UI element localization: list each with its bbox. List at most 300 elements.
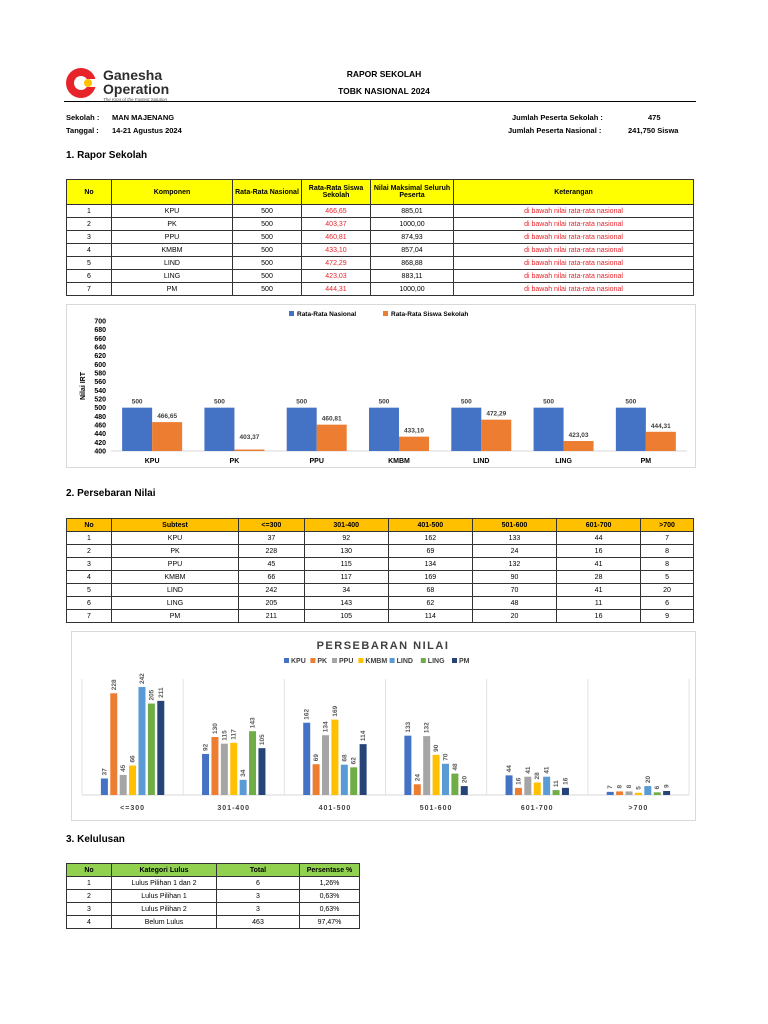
- data-label: 62: [350, 757, 358, 765]
- table-row: [67, 890, 360, 903]
- table-cell: 4: [67, 571, 112, 584]
- col-header: Rata-Rata Siswa Sekolah: [302, 180, 371, 205]
- bar: [654, 792, 661, 795]
- table-cell: 1: [67, 877, 112, 890]
- table-cell: 211: [239, 610, 305, 623]
- table-cell: 68: [388, 584, 472, 597]
- y-tick-label: 540: [94, 387, 106, 395]
- x-tick-label: 601-700: [520, 805, 554, 812]
- table-cell: 7: [67, 283, 112, 296]
- table-cell: 403,37: [302, 218, 371, 231]
- data-label: 205: [148, 689, 156, 701]
- y-tick-label: 700: [94, 318, 106, 326]
- bar: [230, 743, 237, 795]
- data-label: 500: [378, 398, 390, 406]
- table-cell: 6: [67, 597, 112, 610]
- bar: [101, 778, 108, 795]
- table-cell: 433,10: [302, 244, 371, 257]
- table-cell: 466,65: [302, 205, 371, 218]
- bar: [635, 793, 642, 795]
- x-tick-label: <=300: [120, 805, 146, 812]
- table-cell: LING: [112, 270, 233, 283]
- table-cell: 460,81: [302, 231, 371, 244]
- table-cell: 133: [472, 532, 556, 545]
- logo-tagline: The King of the Fastest Solution: [103, 97, 168, 102]
- data-label: 105: [258, 734, 266, 746]
- data-label: 44: [506, 765, 514, 773]
- bar: [626, 791, 633, 795]
- data-label: 211: [157, 687, 165, 698]
- table-cell: 2: [67, 890, 112, 903]
- table-cell: 105: [304, 610, 388, 623]
- table-cell: 114: [388, 610, 472, 623]
- company-logo: [64, 64, 174, 104]
- table-cell: LING: [112, 597, 239, 610]
- data-label: 45: [120, 764, 128, 772]
- legend-swatch: [452, 658, 457, 663]
- col-header: 501-600: [472, 519, 556, 532]
- logo-line1: Ganesha: [103, 67, 163, 83]
- data-label: 500: [625, 398, 637, 406]
- table-cell: 143: [304, 597, 388, 610]
- table-row: [67, 532, 694, 545]
- legend-label: PM: [459, 658, 470, 665]
- rapor-chart-svg: [67, 305, 695, 467]
- table-cell: 66: [239, 571, 305, 584]
- bar: [414, 784, 421, 795]
- y-tick-label: 400: [94, 448, 106, 456]
- table-cell: 117: [304, 571, 388, 584]
- col-header: 301-400: [304, 519, 388, 532]
- bar: [129, 766, 136, 795]
- data-label: 133: [404, 721, 412, 733]
- x-tick-label: LIND: [473, 458, 490, 465]
- table-cell: PM: [112, 610, 239, 623]
- test-date: 14-21 Agustus 2024: [112, 126, 182, 135]
- bar: [138, 687, 145, 795]
- data-label: 444,31: [650, 422, 671, 430]
- bar: [543, 777, 550, 795]
- header-divider: [64, 101, 696, 102]
- y-axis-label: Nilai IRT: [80, 371, 87, 401]
- bar: [202, 754, 209, 795]
- table-cell: 6: [217, 877, 300, 890]
- data-label: 500: [131, 398, 143, 406]
- bar: [258, 748, 265, 795]
- y-tick-label: 580: [94, 370, 106, 378]
- table-row: [67, 610, 694, 623]
- legend-swatch: [421, 658, 426, 663]
- y-tick-label: 480: [94, 413, 106, 421]
- col-header: No: [67, 864, 112, 877]
- table-cell: 8: [641, 558, 694, 571]
- data-label: 11: [553, 780, 561, 788]
- table-cell: PM: [112, 283, 233, 296]
- table-cell: di bawah nilai rata-rata nasional: [454, 218, 694, 231]
- table-cell: 34: [304, 584, 388, 597]
- bar: [287, 408, 317, 451]
- table-cell: 868,88: [371, 257, 454, 270]
- legend-label: KMBM: [365, 658, 388, 665]
- y-tick-label: 460: [94, 422, 106, 430]
- table-row: [67, 877, 360, 890]
- table-cell: di bawah nilai rata-rata nasional: [454, 244, 694, 257]
- table-cell: 1000,00: [371, 283, 454, 296]
- table-cell: 2: [67, 545, 112, 558]
- bar: [644, 786, 651, 795]
- table-cell: 1,26%: [300, 877, 360, 890]
- school-name: MAN MAJENANG: [112, 113, 175, 122]
- date-label: Tanggal :: [66, 126, 99, 135]
- table-cell: di bawah nilai rata-rata nasional: [454, 231, 694, 244]
- table-cell: LIND: [112, 257, 233, 270]
- table-cell: 2: [67, 218, 112, 231]
- table-cell: 130: [304, 545, 388, 558]
- col-header: No: [67, 180, 112, 205]
- table-cell: 70: [472, 584, 556, 597]
- table-cell: LIND: [112, 584, 239, 597]
- table-cell: 6: [641, 597, 694, 610]
- bar: [122, 408, 152, 451]
- legend-swatch: [310, 658, 315, 663]
- table-cell: 45: [239, 558, 305, 571]
- bar: [646, 432, 676, 451]
- bar: [534, 783, 541, 795]
- bar: [120, 775, 127, 795]
- table-cell: 5: [67, 257, 112, 270]
- data-label: 5: [635, 786, 643, 790]
- table-cell: 37: [239, 532, 305, 545]
- x-tick-label: PM: [640, 458, 652, 465]
- bar: [369, 408, 399, 451]
- table-cell: 169: [388, 571, 472, 584]
- x-tick-label: KMBM: [388, 458, 410, 465]
- table-cell: 7: [641, 532, 694, 545]
- bar: [240, 780, 247, 795]
- data-label: 134: [322, 721, 330, 733]
- table-cell: 500: [233, 283, 302, 296]
- bar: [148, 704, 155, 795]
- bar: [404, 736, 411, 795]
- y-tick-label: 620: [94, 353, 106, 361]
- table-cell: 20: [641, 584, 694, 597]
- bar: [152, 422, 182, 451]
- col-header: No: [67, 519, 112, 532]
- table-cell: di bawah nilai rata-rata nasional: [454, 257, 694, 270]
- col-header: Total: [217, 864, 300, 877]
- participants-school-label: Jumlah Peserta Sekolah :: [512, 113, 603, 122]
- bar: [616, 791, 623, 795]
- legend-swatch: [284, 658, 289, 663]
- data-label: 228: [110, 679, 118, 691]
- table-row: [67, 903, 360, 916]
- table-cell: 7: [67, 610, 112, 623]
- table-row: [67, 283, 694, 296]
- bar: [204, 408, 234, 451]
- table-cell: KMBM: [112, 571, 239, 584]
- participants-school: 475: [648, 113, 661, 122]
- data-label: 8: [616, 784, 624, 789]
- legend-label: KPU: [291, 658, 306, 665]
- bar: [524, 777, 531, 795]
- bar: [433, 755, 440, 795]
- bar: [350, 767, 357, 795]
- col-header: Komponen: [112, 180, 233, 205]
- bar: [399, 437, 429, 451]
- table-row: [67, 916, 360, 929]
- table-cell: 48: [472, 597, 556, 610]
- table-cell: 885,01: [371, 205, 454, 218]
- data-label: 41: [543, 766, 551, 774]
- bar: [515, 788, 522, 795]
- data-label: 460,81: [321, 415, 342, 423]
- table-cell: 500: [233, 257, 302, 270]
- bar: [331, 720, 338, 795]
- col-header: 401-500: [388, 519, 472, 532]
- bar: [303, 723, 310, 795]
- data-label: 34: [240, 769, 248, 777]
- table-cell: 0,63%: [300, 903, 360, 916]
- graduation-table: [66, 863, 360, 929]
- table-cell: 1: [67, 205, 112, 218]
- data-label: 6: [654, 785, 662, 790]
- y-tick-label: 500: [94, 405, 106, 413]
- section3-title: 3. Kelulusan: [66, 834, 125, 845]
- data-label: 500: [460, 398, 472, 406]
- table-cell: 3: [67, 903, 112, 916]
- table-cell: KPU: [112, 205, 233, 218]
- table-cell: 97,47%: [300, 916, 360, 929]
- participants-national: 241,750 Siswa: [628, 126, 679, 135]
- table-cell: 500: [233, 218, 302, 231]
- table-cell: 24: [472, 545, 556, 558]
- table-row: [67, 244, 694, 257]
- logo-text: [103, 68, 169, 96]
- y-tick-label: 440: [94, 431, 106, 439]
- legend-swatch: [332, 658, 337, 663]
- section1-title: 1. Rapor Sekolah: [66, 150, 148, 161]
- table-cell: 3: [217, 890, 300, 903]
- distribution-chart: [71, 631, 696, 821]
- data-label: 69: [313, 753, 321, 762]
- x-tick-label: >700: [628, 805, 649, 812]
- bar: [461, 786, 468, 795]
- table-cell: 0,63%: [300, 890, 360, 903]
- x-tick-label: PPU: [309, 458, 324, 465]
- table-cell: 9: [641, 610, 694, 623]
- legend-swatch: [383, 311, 388, 316]
- data-label: 70: [442, 753, 450, 761]
- table-cell: Lulus Pilihan 2: [112, 903, 217, 916]
- table-cell: KMBM: [112, 244, 233, 257]
- x-tick-label: LING: [555, 458, 572, 465]
- table-cell: 3: [217, 903, 300, 916]
- col-header: 601-700: [557, 519, 641, 532]
- table-row: [67, 571, 694, 584]
- y-tick-label: 640: [94, 344, 106, 352]
- col-header: <=300: [239, 519, 305, 532]
- data-label: 242: [138, 673, 146, 685]
- table-cell: 228: [239, 545, 305, 558]
- table-cell: di bawah nilai rata-rata nasional: [454, 283, 694, 296]
- table-cell: 423,03: [302, 270, 371, 283]
- data-label: 16: [515, 777, 523, 785]
- table-cell: 5: [641, 571, 694, 584]
- table-cell: 883,11: [371, 270, 454, 283]
- table-cell: 69: [388, 545, 472, 558]
- data-label: 68: [341, 754, 349, 762]
- table-cell: 16: [557, 545, 641, 558]
- table-cell: 16: [557, 610, 641, 623]
- table-cell: 90: [472, 571, 556, 584]
- table-row: [67, 270, 694, 283]
- data-label: 7: [607, 785, 615, 789]
- legend-label: PPU: [339, 658, 354, 665]
- data-label: 20: [644, 775, 652, 784]
- data-label: 117: [230, 729, 238, 740]
- col-header: >700: [641, 519, 694, 532]
- table-cell: 92: [304, 532, 388, 545]
- table-cell: di bawah nilai rata-rata nasional: [454, 270, 694, 283]
- table-cell: 3: [67, 231, 112, 244]
- data-label: 500: [296, 398, 308, 406]
- bar: [313, 764, 320, 795]
- bar: [249, 731, 256, 795]
- bar: [234, 450, 264, 451]
- table-cell: 205: [239, 597, 305, 610]
- col-header: Kategori Lulus: [112, 864, 217, 877]
- data-label: 472,29: [486, 410, 507, 418]
- col-header: Rata-Rata Nasional: [233, 180, 302, 205]
- legend-label: LIND: [396, 658, 413, 665]
- col-header: Nilai Maksimal Seluruh Peserta: [371, 180, 454, 205]
- table-cell: 1000,00: [371, 218, 454, 231]
- table-cell: Lulus Pilihan 1: [112, 890, 217, 903]
- bar: [360, 744, 367, 795]
- y-tick-label: 560: [94, 379, 106, 387]
- table-cell: 4: [67, 244, 112, 257]
- data-label: 403,37: [239, 434, 260, 441]
- x-tick-label: 301-400: [217, 805, 251, 812]
- school-label: Sekolah :: [66, 113, 100, 122]
- data-label: 92: [202, 743, 210, 751]
- legend-swatch: [289, 311, 294, 316]
- table-cell: 41: [557, 584, 641, 597]
- table-cell: 20: [472, 610, 556, 623]
- legend-swatch: [390, 658, 395, 663]
- bar: [616, 408, 646, 451]
- table-row: [67, 231, 694, 244]
- y-tick-label: 420: [94, 439, 106, 447]
- data-label: 24: [414, 774, 422, 782]
- data-label: 16: [562, 777, 570, 785]
- data-label: 500: [213, 398, 225, 406]
- logo-line2: Operation: [103, 81, 170, 97]
- table-cell: di bawah nilai rata-rata nasional: [454, 205, 694, 218]
- table-cell: 132: [472, 558, 556, 571]
- bar: [221, 744, 228, 795]
- x-tick-label: 501-600: [419, 805, 453, 812]
- table-cell: 463: [217, 916, 300, 929]
- rapor-table: [66, 179, 694, 296]
- legend-label: Rata-Rata Nasional: [297, 311, 357, 318]
- data-label: 90: [433, 744, 441, 752]
- table-cell: 874,93: [371, 231, 454, 244]
- table-cell: 8: [641, 545, 694, 558]
- y-tick-label: 520: [94, 396, 106, 404]
- table-cell: PPU: [112, 231, 233, 244]
- table-cell: PPU: [112, 558, 239, 571]
- table-cell: 500: [233, 244, 302, 257]
- table-cell: 44: [557, 532, 641, 545]
- legend-label: Rata-Rata Siswa Sekolah: [391, 311, 469, 318]
- legend-label: PK: [317, 658, 328, 665]
- data-label: 28: [534, 772, 542, 780]
- table-row: [67, 558, 694, 571]
- legend-swatch: [358, 658, 363, 663]
- table-row: [67, 205, 694, 218]
- data-label: 20: [461, 775, 469, 784]
- report-title: RAPOR SEKOLAH: [346, 69, 422, 79]
- bar: [553, 790, 560, 795]
- table-cell: 472,29: [302, 257, 371, 270]
- table-cell: PK: [112, 218, 233, 231]
- data-label: 500: [543, 398, 555, 406]
- table-row: [67, 218, 694, 231]
- table-cell: 11: [557, 597, 641, 610]
- distribution-chart-svg: [72, 632, 695, 820]
- col-header: Persentase %: [300, 864, 360, 877]
- bar: [562, 788, 569, 795]
- table-cell: Belum Lulus: [112, 916, 217, 929]
- table-cell: 6: [67, 270, 112, 283]
- table-cell: Lulus Pilihan 1 dan 2: [112, 877, 217, 890]
- table-cell: 62: [388, 597, 472, 610]
- table-cell: 115: [304, 558, 388, 571]
- table-cell: 28: [557, 571, 641, 584]
- bar: [442, 764, 449, 795]
- legend-label: LING: [427, 658, 445, 665]
- data-label: 114: [360, 730, 368, 742]
- table-row: [67, 545, 694, 558]
- table-cell: KPU: [112, 532, 239, 545]
- table-cell: 162: [388, 532, 472, 545]
- x-tick-label: 401-500: [318, 805, 352, 812]
- bar: [506, 775, 513, 795]
- data-label: 132: [423, 722, 431, 734]
- y-tick-label: 600: [94, 361, 106, 369]
- bar: [564, 441, 594, 451]
- data-label: 41: [524, 766, 532, 774]
- bar: [317, 425, 347, 451]
- data-label: 130: [211, 723, 219, 734]
- bar: [341, 765, 348, 795]
- table-cell: 242: [239, 584, 305, 597]
- data-label: 48: [451, 763, 459, 771]
- bar: [423, 736, 430, 795]
- table-cell: 3: [67, 558, 112, 571]
- bar: [211, 737, 218, 795]
- rapor-chart: [66, 304, 696, 468]
- data-label: 466,65: [157, 413, 178, 421]
- table-row: [67, 584, 694, 597]
- distribution-table: [66, 518, 694, 623]
- report-subtitle: TOBK NASIONAL 2024: [338, 86, 430, 96]
- col-header: Subtest: [112, 519, 239, 532]
- participants-national-label: Jumlah Peserta Nasional :: [508, 126, 602, 135]
- bar: [110, 693, 117, 795]
- table-cell: 500: [233, 231, 302, 244]
